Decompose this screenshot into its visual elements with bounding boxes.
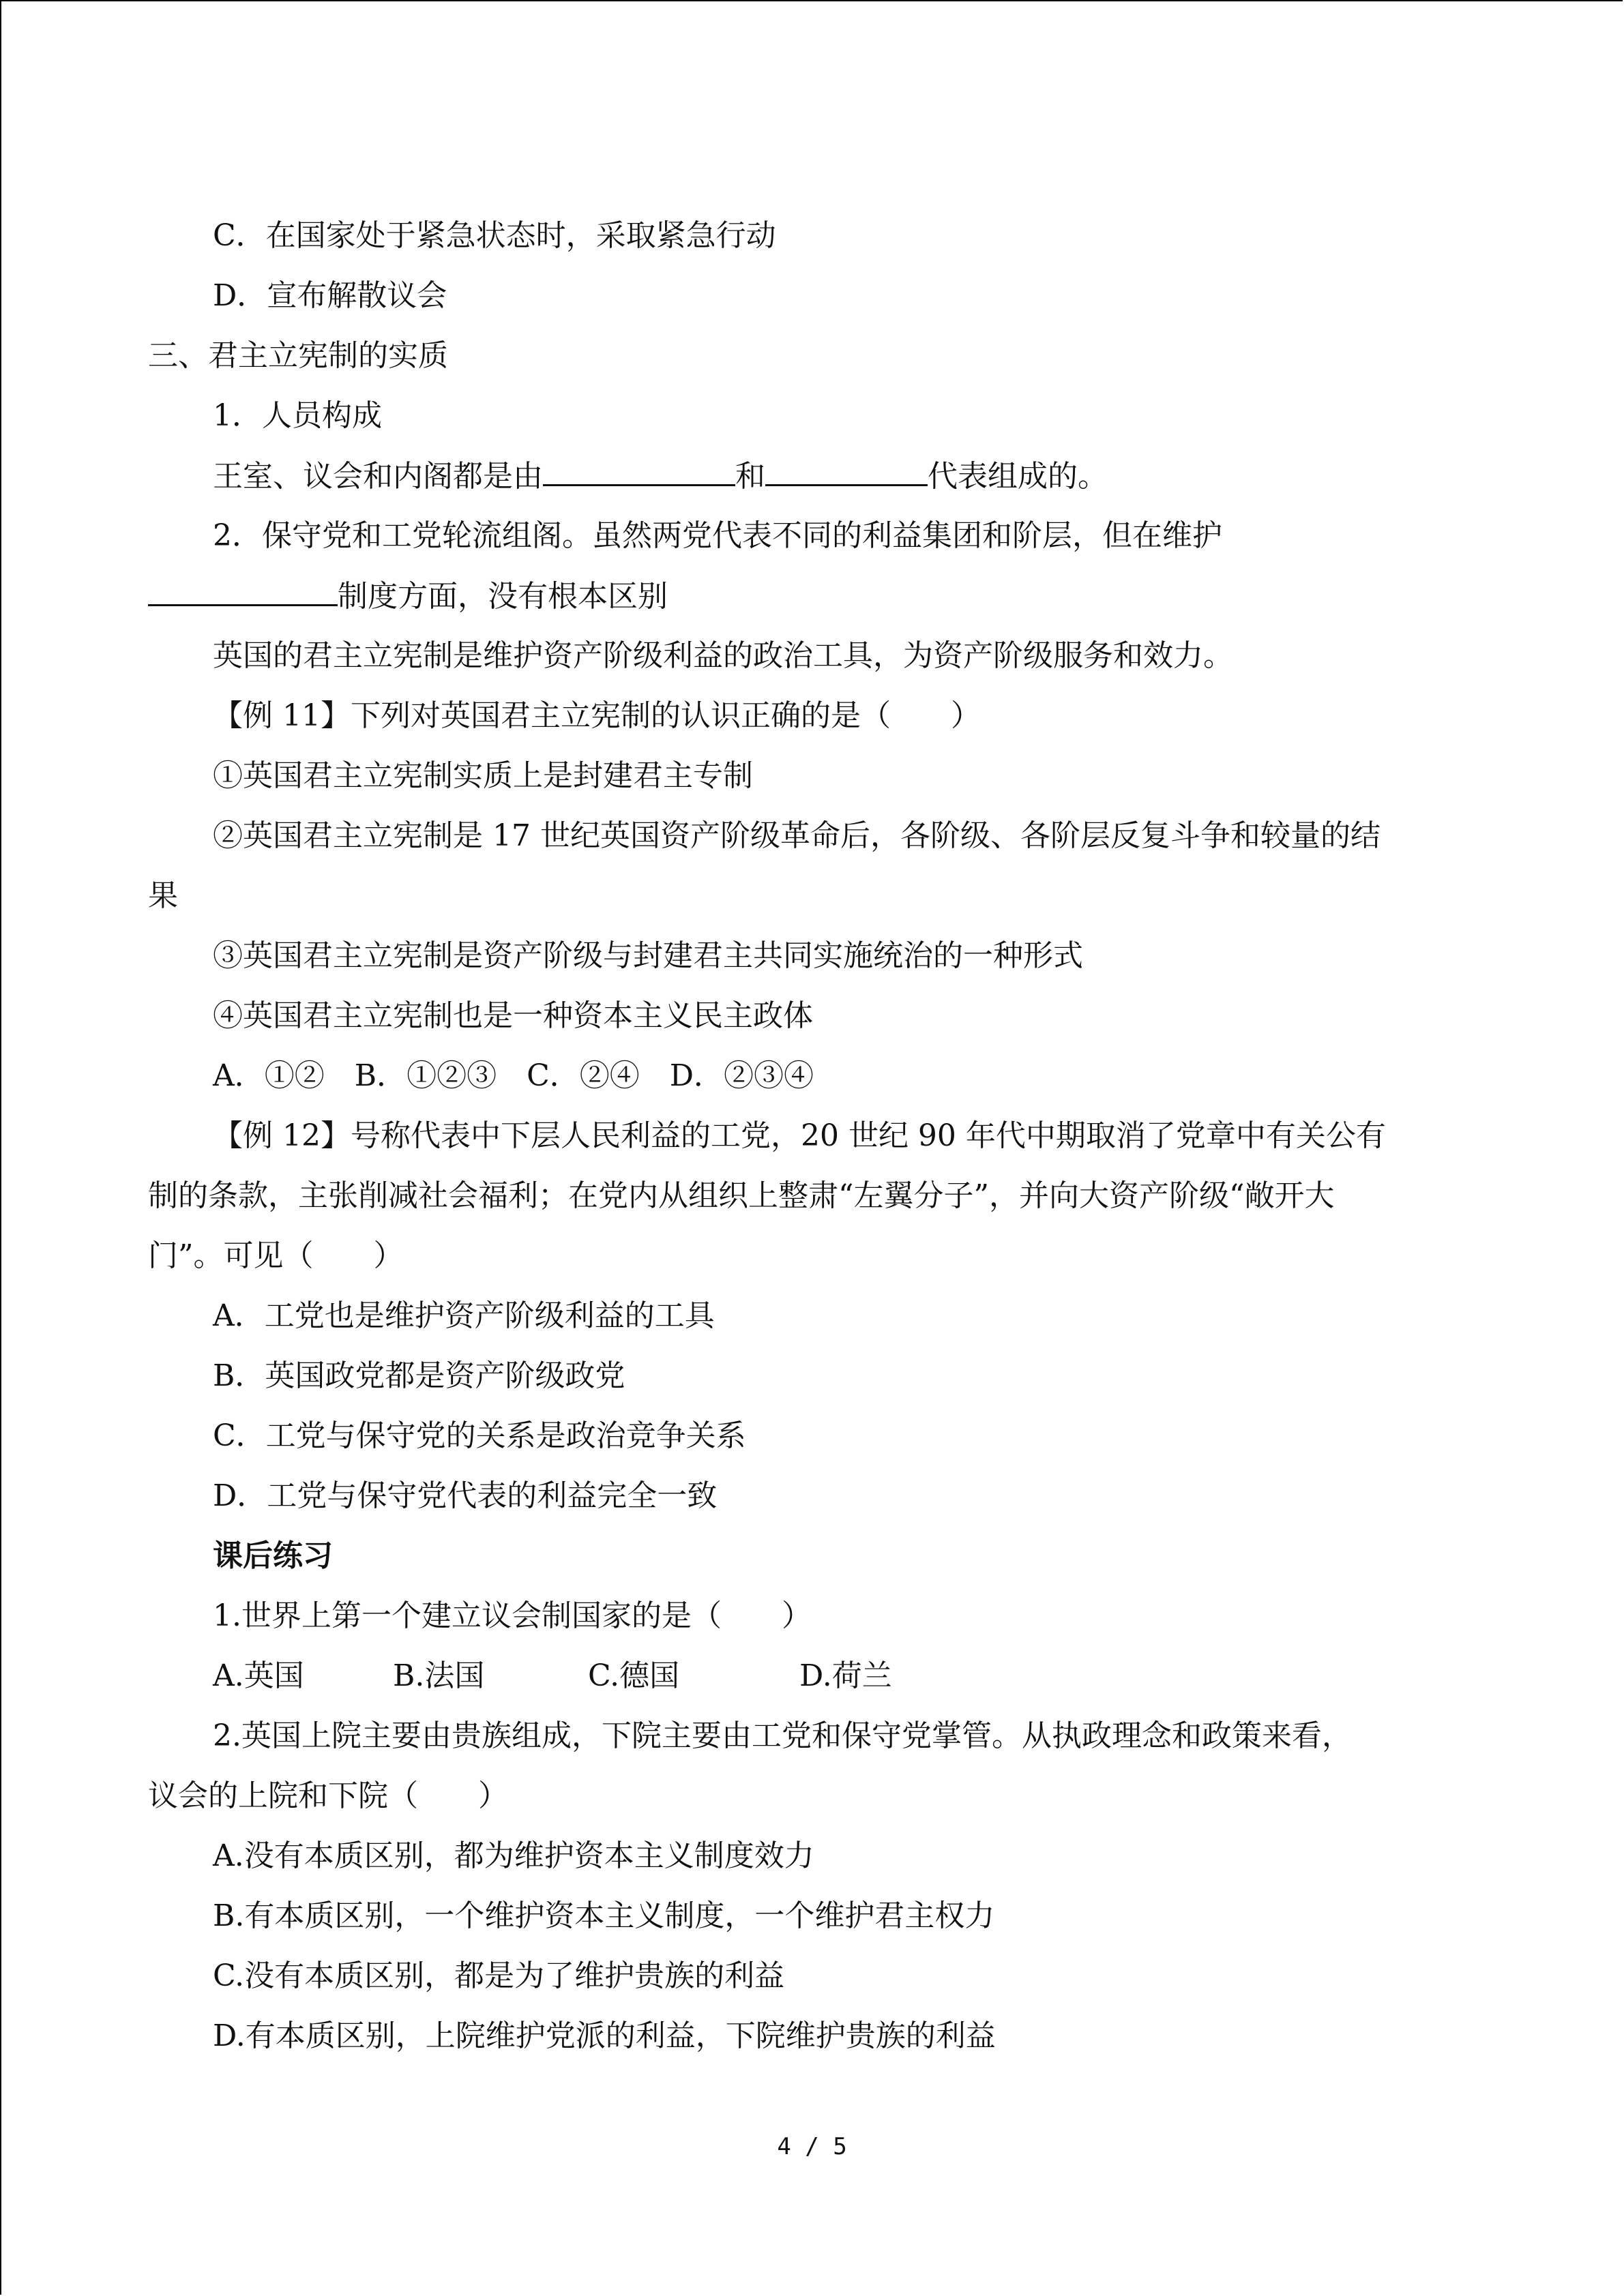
example-12-question-end: 门”。可见（ ） [148, 1238, 404, 1273]
statement-4: ④英国君主立宪制也是一种资本主义民主政体 [213, 998, 813, 1033]
statement-2: ②英国君主立宪制是 17 世纪英国资产阶级革命后，各阶级、各阶层反复斗争和较量的结 [213, 818, 1381, 853]
fill-text-c: 代表组成的。 [928, 459, 1108, 494]
example-12-question: 【例 12】号称代表中下层人民利益的工党，20 世纪 90 年代中期取消了党章中有关公有 [213, 1118, 1386, 1153]
fill-text-a: 王室、议会和内阁都是由 [213, 459, 543, 494]
exercise-1-option-a: A.英国 [213, 1658, 304, 1693]
blank-1[interactable] [543, 457, 735, 486]
exercise-2-option-c: C.没有本质区别，都是为了维护贵族的利益 [213, 1958, 785, 1993]
statement-1: ①英国君主立宪制实质上是封建君主专制 [213, 758, 753, 793]
example-12-question-cont: 制的条款，主张削减社会福利；在党内从组织上整肃“左翼分子”，并向大资产阶级“敞开大 [148, 1178, 1335, 1213]
example-12-option-a: A．工党也是维护资产阶级利益的工具 [213, 1298, 715, 1333]
exercise-2-question: 2.英国上院主要由贵族组成，下院主要由工党和保守党掌管。从执政理念和政策来看， [213, 1718, 1352, 1753]
fill-text-b: 和 [735, 459, 765, 494]
exercise-2-option-b: B.有本质区别，一个维护资本主义制度，一个维护君主权力 [213, 1898, 995, 1933]
subheading-1: 1．人员构成 [213, 398, 382, 433]
exercise-1-option-c: C.德国 [588, 1658, 680, 1693]
section-heading: 三、君主立宪制的实质 [148, 338, 448, 373]
exercise-2-option-d: D.有本质区别，上院维护党派的利益，下院维护贵族的利益 [213, 2018, 996, 2053]
option-d-line: D．宣布解散议会 [213, 278, 447, 313]
option-c-line: C．在国家处于紧急状态时，采取紧急行动 [213, 218, 776, 253]
exercises-heading: 课后练习 [213, 1538, 333, 1573]
exercise-2-question-cont: 议会的上院和下院（ ） [148, 1778, 508, 1813]
exercise-1-options [213, 1657, 892, 1695]
exercise-1-option-d: D.荷兰 [799, 1658, 892, 1693]
summary-text: 英国的君主立宪制是维护资产阶级利益的政治工具，为资产阶级服务和效力。 [213, 638, 1233, 673]
fill-blank-line-1 [213, 457, 1108, 495]
statement-2-cont: 果 [148, 878, 178, 913]
exercise-1-option-b: B.法国 [393, 1658, 485, 1693]
subheading-2: 2．保守党和工党轮流组阁。虽然两党代表不同的利益集团和阶层，但在维护 [213, 518, 1222, 553]
page-number: 4 / 5 [777, 2133, 847, 2160]
exercise-1-question: 1.世界上第一个建立议会制国家的是（ ） [213, 1598, 812, 1633]
exercise-2-option-a: A.没有本质区别，都为维护资本主义制度效力 [213, 1838, 814, 1873]
example-11-options: A．①② B．①②③ C．②④ D．②③④ [213, 1058, 814, 1093]
fill-blank-line-2 [148, 577, 668, 615]
example-12-option-b: B．英国政党都是资产阶级政党 [213, 1358, 625, 1393]
blank-2[interactable] [765, 457, 928, 486]
statement-3: ③英国君主立宪制是资产阶级与封建君主共同实施统治的一种形式 [213, 938, 1083, 973]
example-12-option-c: C．工党与保守党的关系是政治竞争关系 [213, 1418, 746, 1453]
example-12-option-d: D．工党与保守党代表的利益完全一致 [213, 1478, 718, 1513]
example-11-question: 【例 11】下列对英国君主立宪制的认识正确的是（ ） [213, 698, 981, 733]
blank-3[interactable] [148, 577, 338, 606]
fill-text-d: 制度方面，没有根本区别 [338, 579, 668, 614]
